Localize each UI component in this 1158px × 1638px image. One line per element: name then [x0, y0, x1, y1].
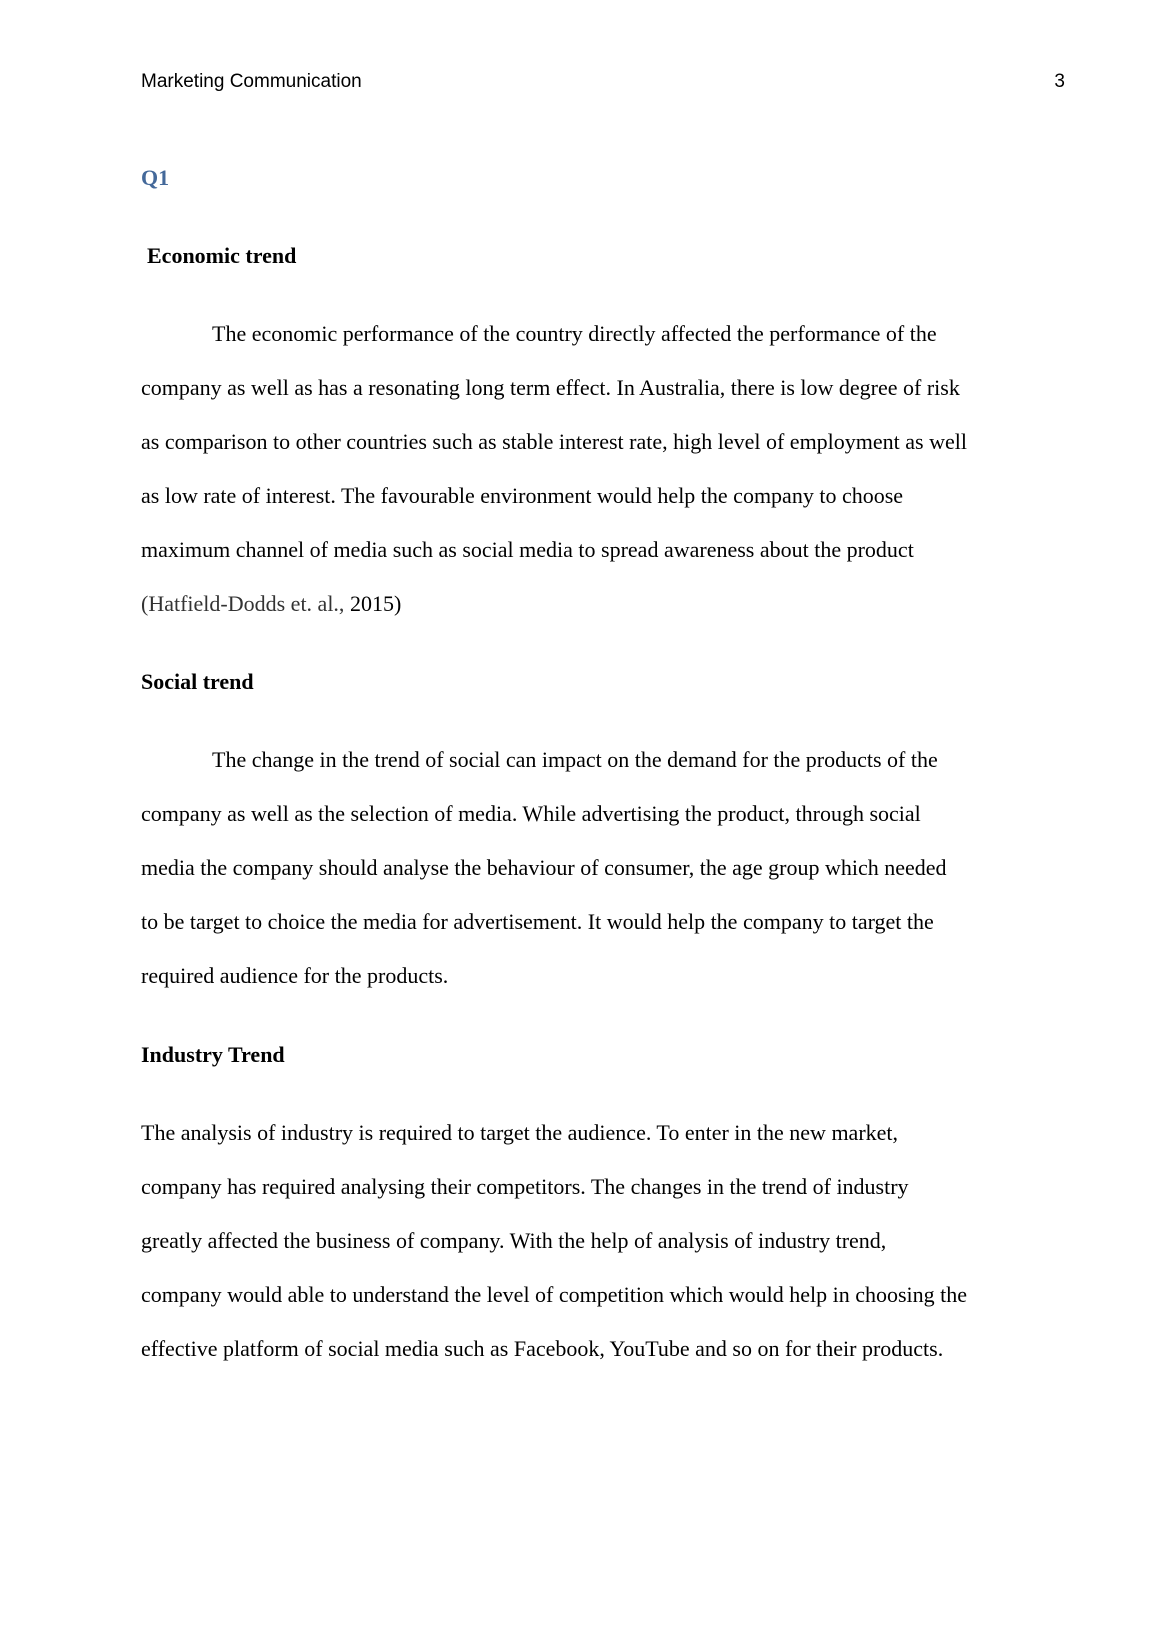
paragraph-line: required audience for the products. [141, 963, 449, 988]
economic-trend-heading: Economic trend [147, 243, 297, 268]
running-header-title: Marketing Communication [141, 71, 362, 92]
paragraph-line: company has required analysing their competitors. The changes in the trend of industry [141, 1174, 909, 1199]
paragraph-line: as comparison to other countries such as stable interest rate, high level of employment as well [141, 429, 967, 454]
paragraph-line: media the company should analyse the behaviour of consumer, the age group which needed [141, 855, 947, 880]
page-number: 3 [1054, 71, 1065, 92]
paragraph-line: as low rate of interest. The favourable environment would help the company to choose [141, 483, 904, 508]
paragraph-line: The analysis of industry is required to target the audience. To enter in the new market, [141, 1120, 899, 1145]
paragraph-line: to be target to choice the media for advertisement. It would help the company to target the [141, 909, 934, 934]
industry-trend-paragraph [141, 1106, 1041, 1376]
citation-line [141, 577, 1041, 631]
paragraph-line: company as well as the selection of media. While advertising the product, through social [141, 801, 921, 826]
paragraph-line: effective platform of social media such as Facebook, YouTube and so on for their products. [141, 1336, 944, 1361]
paragraph-line: company as well as has a resonating long term effect. In Australia, there is low degree of risk [141, 375, 960, 400]
economic-trend-paragraph [141, 307, 1041, 631]
paragraph-line: The economic performance of the country directly affected the performance of the [212, 321, 937, 346]
social-trend-heading: Social trend [141, 669, 254, 694]
industry-trend-heading: Industry Trend [141, 1042, 285, 1067]
citation-year: 2015) [344, 591, 402, 616]
paragraph-line: The change in the trend of social can impact on the demand for the products of the [212, 747, 938, 772]
paragraph-line: maximum channel of media such as social media to spread awareness about the product [141, 537, 914, 562]
social-trend-paragraph [141, 733, 1041, 1003]
citation-authors: (Hatfield-Dodds et. al., [141, 591, 345, 616]
paragraph-line: company would able to understand the level of competition which would help in choosing the [141, 1282, 968, 1307]
paragraph-line: greatly affected the business of company. With the help of analysis of industry trend, [141, 1228, 887, 1253]
question-heading: Q1 [141, 165, 170, 190]
